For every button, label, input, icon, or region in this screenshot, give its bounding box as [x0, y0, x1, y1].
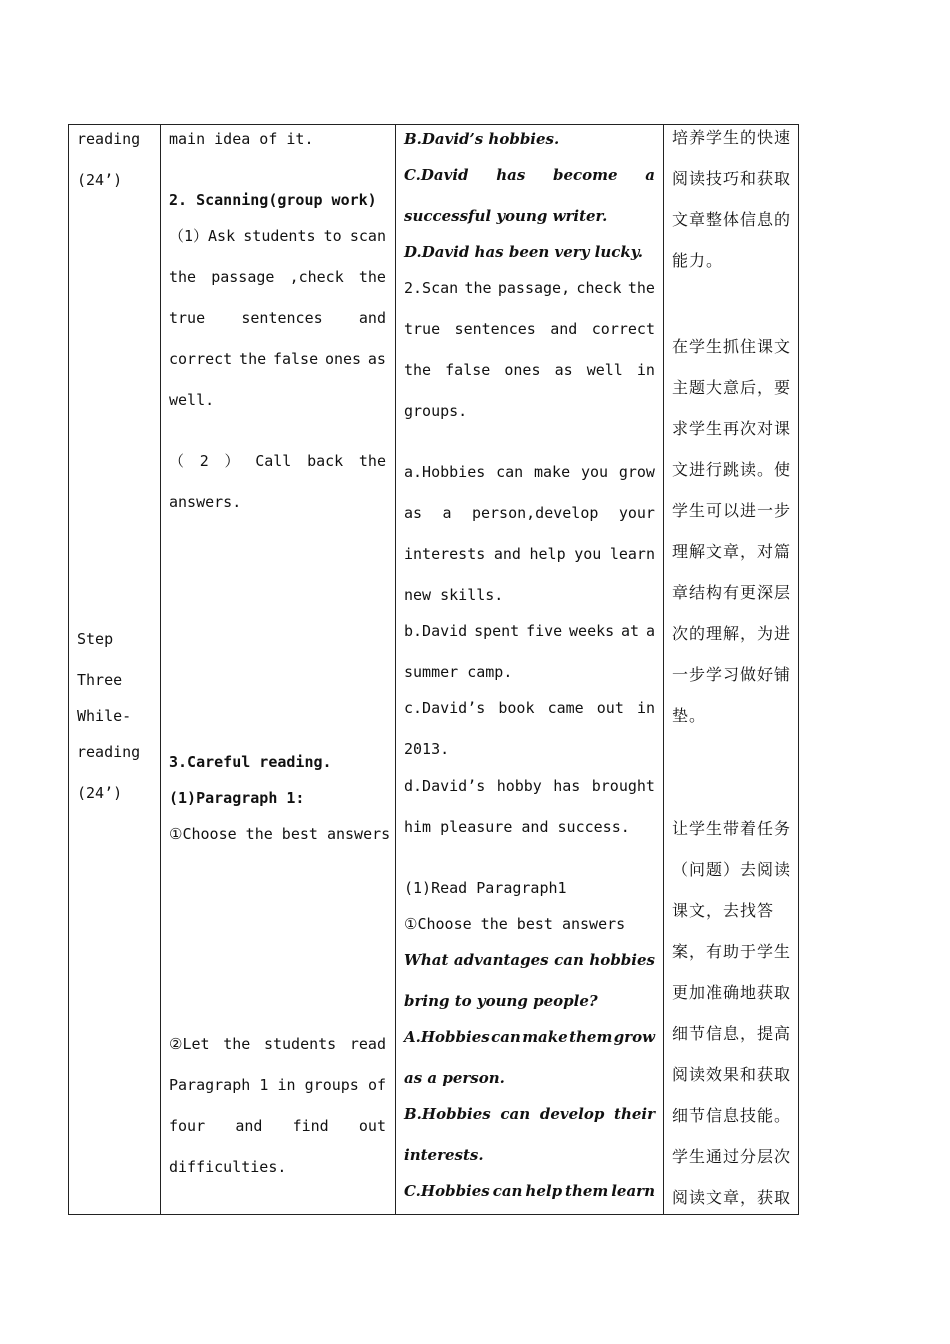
activity-text: Paragraph 1 in groups of — [169, 1076, 386, 1094]
purpose-text: 一步学习做好铺 — [672, 665, 792, 684]
statement: a.Hobbies can make you grow — [404, 463, 655, 481]
purpose-text: 能力。 — [672, 251, 724, 270]
purpose-text: （问题）去阅读 — [672, 860, 792, 879]
activity-text: correct the false ones as — [169, 350, 386, 368]
purpose-text: 让学生带着任务 — [672, 819, 792, 838]
answer-option: successful young writer. — [404, 207, 608, 225]
activity-text: difficulties. — [169, 1158, 287, 1176]
purpose-text: 主题大意后，要 — [672, 378, 792, 397]
activity-text: answers. — [169, 493, 242, 511]
time-label: (24’) — [77, 171, 123, 189]
statement: b.David spent five weeks at a — [404, 622, 655, 640]
purpose-text: 文进行跳读。使 — [672, 460, 792, 479]
purpose-text: 更加准确地获取 — [672, 983, 792, 1002]
step-label: reading — [77, 743, 141, 761]
purpose-text: 在学生抓住课文 — [672, 337, 792, 356]
step-label: Step — [77, 630, 114, 648]
activity-text: true sentences and — [169, 309, 386, 327]
activity-text: well. — [169, 391, 215, 409]
activity-heading: 2. Scanning(group work) — [169, 191, 377, 209]
purpose-text: 细节信息，提高 — [672, 1024, 792, 1043]
purpose-text: 垫。 — [672, 706, 707, 725]
activity-text: main idea of it. — [169, 130, 314, 148]
statement: new skills. — [404, 586, 504, 604]
activity-heading: 3.Careful reading. — [169, 753, 332, 771]
statement: him pleasure and success. — [404, 818, 630, 836]
purpose-text: 次的理解，为进 — [672, 624, 792, 643]
statement: d.David’s hobby has brought — [404, 777, 655, 795]
student-activity-column — [396, 125, 663, 1214]
purpose-text: 培养学生的快速 — [672, 128, 792, 147]
purpose-text: 学生可以进一步 — [672, 501, 792, 520]
purpose-text: 课文，去找答 — [672, 901, 775, 920]
step-label: Three — [77, 671, 123, 689]
answer-option: D.David has been very lucky. — [404, 243, 643, 261]
answer-option: C.Hobbies can help them learn — [404, 1182, 655, 1200]
purpose-text: 章结构有更深层 — [672, 583, 792, 602]
answer-option: A.Hobbies can make them grow — [404, 1028, 655, 1046]
purpose-text: 文章整体信息的 — [672, 210, 792, 229]
statement: summer camp. — [404, 663, 513, 681]
answer-option: interests. — [404, 1146, 484, 1164]
purpose-text: 阅读文章，获取 — [672, 1188, 792, 1207]
activity-text: groups. — [404, 402, 468, 420]
teacher-activity-column — [161, 125, 395, 1214]
purpose-text: 案，有助于学生 — [672, 942, 792, 961]
activity-text: the false ones as well in — [404, 361, 655, 379]
answer-option: as a person. — [404, 1069, 505, 1087]
purpose-text: 学生通过分层次 — [672, 1147, 792, 1166]
activity-text: ②Let the students read — [169, 1035, 386, 1053]
step-label: reading — [77, 130, 141, 148]
answer-option: B.Hobbies can develop their — [404, 1105, 655, 1123]
purpose-text: 阅读效果和获取 — [672, 1065, 792, 1084]
time-label: (24’) — [77, 784, 123, 802]
answer-option: B.David’s hobbies. — [404, 130, 560, 148]
question-text: What advantages can hobbies — [404, 951, 655, 969]
activity-text: true sentences and correct — [404, 320, 655, 338]
activity-text: 2.Scan the passage, check the — [404, 279, 655, 297]
purpose-text: 阅读技巧和获取 — [672, 169, 792, 188]
statement: as a person,develop your — [404, 504, 655, 522]
purpose-text: 求学生再次对课 — [672, 419, 792, 438]
statement: c.David’s book came out in — [404, 699, 655, 717]
activity-text: ①Choose the best answers — [404, 915, 626, 933]
activity-text: the passage ,check the — [169, 268, 386, 286]
step-column — [69, 125, 160, 1214]
answer-option: C.David has become a — [404, 166, 655, 184]
activity-text: (1)Read Paragraph1 — [404, 879, 567, 897]
question-text: bring to young people? — [404, 992, 598, 1010]
activity-text: four and find out — [169, 1117, 386, 1135]
activity-text: （ 2 ） Call back the — [169, 452, 386, 470]
statement: 2013. — [404, 740, 450, 758]
purpose-text: 理解文章，对篇 — [672, 542, 792, 561]
activity-heading: (1)Paragraph 1: — [169, 789, 305, 807]
lesson-plan-table — [68, 124, 799, 1215]
statement: interests and help you learn — [404, 545, 655, 563]
purpose-text: 细节信息技能。 — [672, 1106, 792, 1125]
design-purpose-column — [664, 125, 798, 1214]
activity-text: （1）Ask students to scan — [169, 227, 386, 245]
activity-text: ①Choose the best answers — [169, 825, 391, 843]
step-label: While- — [77, 707, 132, 725]
